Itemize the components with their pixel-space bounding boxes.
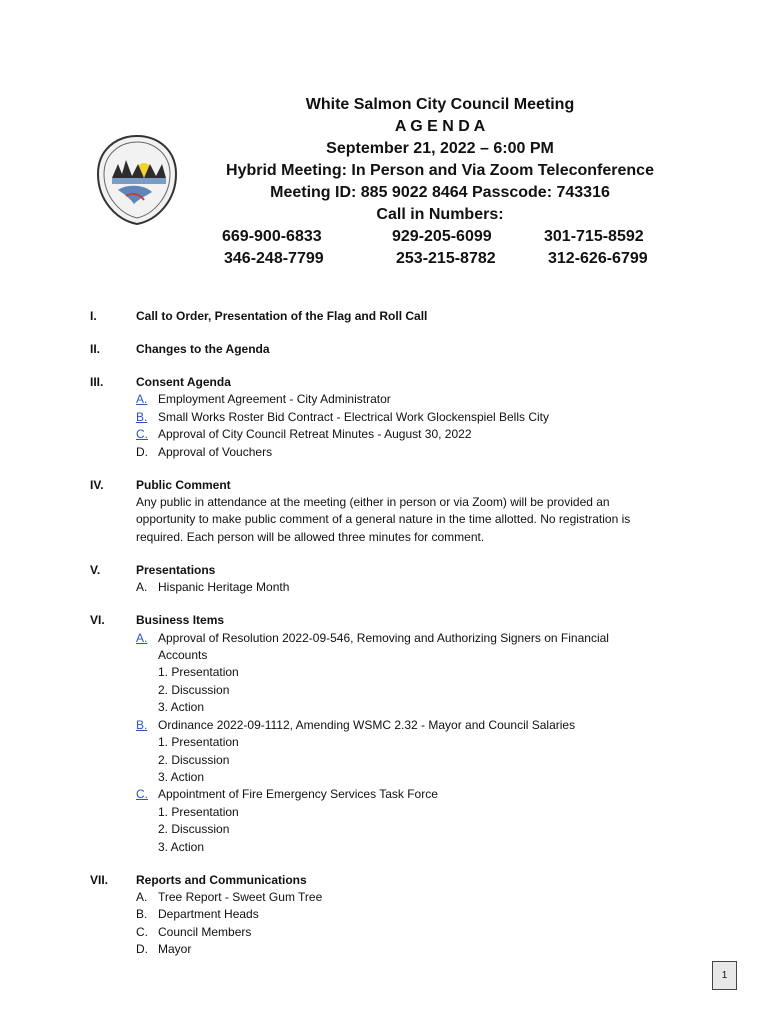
section-title: Public Comment (136, 477, 231, 492)
section-title: Business Items (136, 613, 225, 628)
paragraph-line: Any public in attendance at the meeting (either in person or via Zoom) will be provided an (136, 495, 610, 510)
phone-number: 301-715-8592 (544, 228, 644, 245)
agenda-section (90, 562, 690, 597)
item-letter: C. (136, 924, 148, 939)
item-link[interactable]: C. (136, 787, 148, 802)
meeting-id: Meeting ID: 885 9022 8464 Passcode: 743316 (270, 184, 610, 201)
meeting-date: September 21, 2022 – 6:00 PM (326, 140, 554, 157)
step: 3. Action (158, 839, 205, 854)
item-text: Tree Report - Sweet Gum Tree (158, 889, 323, 904)
item-link[interactable]: C. (136, 427, 148, 442)
agenda-item (136, 717, 690, 787)
step: 1. Presentation (158, 665, 239, 680)
section-numeral: VII. (90, 872, 109, 887)
phone-number: 253-215-8782 (396, 250, 496, 267)
agenda-section (90, 374, 690, 461)
agenda-item (136, 426, 690, 443)
phone-number: 346-248-7799 (224, 250, 324, 267)
phone-row (190, 248, 690, 270)
agenda-item (136, 924, 690, 941)
agenda-item (136, 630, 690, 717)
section-numeral: IV. (90, 477, 104, 492)
agenda-section (90, 612, 690, 856)
section-title: Call to Order, Presentation of the Flag and Roll Call (136, 309, 428, 323)
item-text: Department Heads (158, 907, 259, 922)
section-title: Presentations (136, 562, 216, 577)
item-letter: D. (136, 444, 148, 459)
item-text: Mayor (158, 942, 192, 957)
item-text: Council Members (158, 924, 252, 939)
city-seal-logo (96, 134, 178, 226)
agenda-section (90, 872, 690, 959)
item-text: Approval of City Council Retreat Minutes - August 30, 2022 (158, 427, 472, 442)
item-letter: A. (136, 580, 148, 595)
public-comment-text (136, 494, 690, 546)
phone-number: 929-205-6099 (392, 228, 492, 245)
phone-number: 669-900-6833 (222, 228, 322, 245)
step: 2. Discussion (158, 682, 230, 697)
item-letter: B. (136, 907, 148, 922)
step: 2. Discussion (158, 752, 230, 767)
agenda-list (90, 308, 690, 974)
agenda-item (136, 409, 690, 426)
page-number-box: 1 (712, 961, 737, 990)
section-numeral: I. (90, 309, 97, 323)
paragraph-line: required. Each person will be allowed three minutes for comment. (136, 529, 485, 544)
meeting-format: Hybrid Meeting: In Person and Via Zoom Teleconference (226, 162, 654, 179)
agenda-item (136, 889, 690, 906)
section-title: Reports and Communications (136, 872, 307, 887)
item-letter: D. (136, 942, 148, 957)
item-link[interactable]: A. (136, 630, 148, 645)
agenda-heading: A G E N D A (394, 118, 486, 135)
item-letter: A. (136, 889, 148, 904)
meeting-title: White Salmon City Council Meeting (305, 96, 575, 113)
section-numeral: II. (90, 342, 101, 356)
item-link[interactable]: A. (136, 392, 148, 407)
call-in-numbers (190, 226, 690, 270)
section-title: Consent Agenda (136, 375, 231, 389)
agenda-section (90, 308, 690, 325)
agenda-section (90, 477, 690, 547)
section-numeral: VI. (90, 613, 105, 628)
agenda-item (136, 444, 690, 461)
step: 1. Presentation (158, 804, 239, 819)
step: 3. Action (158, 700, 205, 715)
phone-number: 312-626-6799 (548, 250, 648, 267)
item-text: Small Works Roster Bid Contract - Electrical Work Glockenspiel Bells City (158, 409, 549, 424)
item-link[interactable]: B. (136, 409, 148, 424)
section-title: Changes to the Agenda (136, 342, 270, 356)
agenda-item (136, 941, 690, 958)
item-text: Ordinance 2022-09-1112, Amending WSMC 2.32 - Mayor and Council Salaries (158, 717, 576, 732)
paragraph-line: opportunity to make public comment of a general nature in the time allotted. No registration is (136, 512, 631, 527)
item-text: Approval of Resolution 2022-09-546, Removing and Authorizing Signers on Financial (158, 630, 609, 645)
item-text: Employment Agreement - City Administrator (158, 392, 391, 407)
section-numeral: III. (90, 375, 104, 389)
step: 2. Discussion (158, 822, 230, 837)
agenda-item (136, 906, 690, 923)
item-link[interactable]: B. (136, 717, 148, 732)
agenda-item (136, 579, 690, 596)
step: 3. Action (158, 769, 205, 784)
meeting-header (190, 94, 690, 226)
section-numeral: V. (90, 562, 101, 577)
item-text: Appointment of Fire Emergency Services Task Force (158, 787, 438, 802)
item-text: Approval of Vouchers (158, 444, 273, 459)
agenda-section (90, 341, 690, 358)
step: 1. Presentation (158, 735, 239, 750)
call-in-label: Call in Numbers: (376, 206, 504, 223)
phone-row (190, 226, 690, 248)
agenda-item (136, 391, 690, 408)
item-text: Hispanic Heritage Month (158, 580, 290, 595)
item-text: Accounts (158, 648, 208, 663)
agenda-item (136, 786, 690, 856)
